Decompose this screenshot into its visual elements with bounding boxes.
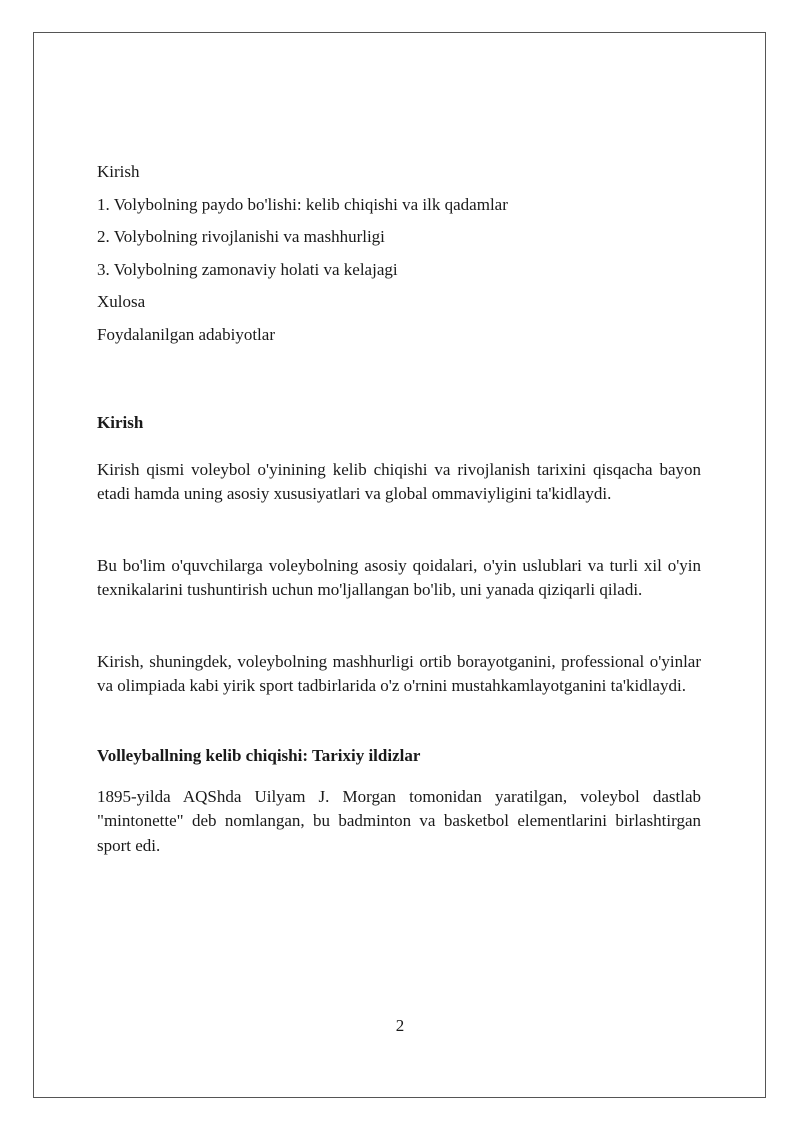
section-heading-origin: Volleyballning kelib chiqishi: Tarixiy ildizlar [97,745,421,765]
intro-paragraph-3: Kirish, shuningdek, voleybolning mashhurligi ortib borayotganini, professional o'yinlar va olimpiada kabi yirik sport tadbirlarida o'z o'rnini mustahkamlayotganini ta'kidlaydi. [97,651,701,695]
document-body [97,160,701,858]
origin-paragraph: 1895-yilda AQShda Uilyam J. Morgan tomonidan yaratilgan, voleybol dastlab "mintonette" deb nomlangan, bu badminton va basketbol elementlarini birlashtirgan sport edi. [97,786,701,855]
toc-item-chapter-3: 3. Volybolning zamonaviy holati va kelajagi [97,259,398,279]
toc-item-conclusion: Xulosa [97,292,146,311]
intro-paragraph-1: Kirish qismi voleybol o'yinining kelib chiqishi va rivojlanish tarixini qisqacha bayon etadi hamda uning asosiy xususiyatlari va global ommaviyligini ta'kidlaydi. [97,459,701,503]
toc-item-chapter-1: 1. Volybolning paydo bo'lishi: kelib chiqishi va ilk qadamlar [97,194,508,214]
page-number: 2 [395,1016,405,1035]
section-heading-introduction: Kirish [97,412,144,432]
toc-item-introduction: Kirish [97,162,140,181]
table-of-contents [97,160,701,347]
toc-item-references: Foydalanilgan adabiyotlar [97,324,275,344]
intro-paragraph-2: Bu bo'lim o'quvchilarga voleybolning asosiy qoidalari, o'yin uslublari va turli xil o'yin texnikalarini tushuntirish uchun mo'ljallangan bo'lib, uni yanada qiziqarli qiladi. [97,555,701,599]
toc-item-chapter-2: 2. Volybolning rivojlanishi va mashhurligi [97,227,385,246]
